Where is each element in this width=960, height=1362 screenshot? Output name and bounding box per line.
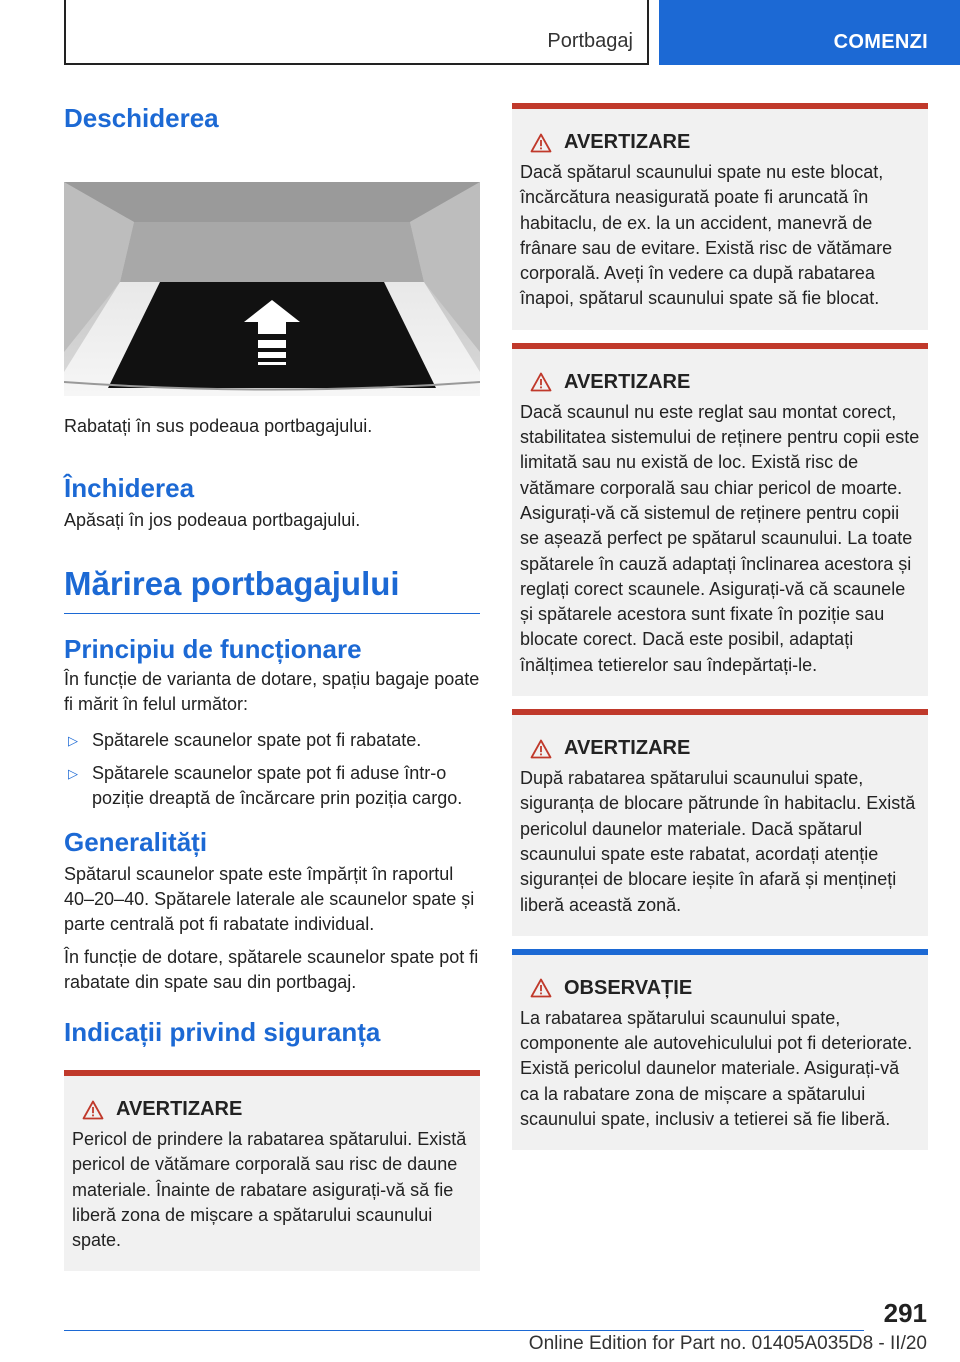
page-number: 291 [883,1298,927,1328]
footer-divider [64,1330,864,1331]
warning-title [520,131,920,154]
warning-box [512,343,928,696]
text-close: Apăsați în jos podeaua portbagajului. [64,510,361,530]
heading-principle: Principiu de funcționare [64,634,362,664]
warning-box [64,1070,480,1271]
caption-open: Rabatați în sus podeaua portbagajului. [64,416,373,436]
warning-title-text: AVERTIZARE [116,1098,243,1120]
heading-close: Închiderea [64,473,195,503]
warning-text: Dacă spătarul scaunului spate nu este blocat, încărcătura neasigurată poate fi aruncată în habitaclu, de ex. la un accident, manevră de frânare sau de evitare. Există risc de vătămare corporală. Aveți în vedere ca după rabatarea înapoi, spătarul scaunului spate să fie blocat. [520,162,893,309]
warning-title [520,737,920,760]
list-item [64,728,480,753]
footer-edition: Online Edition for Part no. 01405A035D8 - II/20 [528,1333,927,1354]
list-item-text: Spătarele scaunelor spate pot fi rabatate. [92,730,422,750]
trunk-floor-image [64,182,480,396]
warning-title [72,1098,472,1121]
list-item [64,761,480,811]
warning-title-text: AVERTIZARE [564,370,691,393]
note-title [520,977,920,1000]
note-box [512,949,928,1150]
warning-triangle-icon [530,372,552,392]
text-general-1: Spătarul scaunelor spate este împărțit în raportul 40–20–40. Spătarele laterale ale scaunelor spate și parte centrală pot fi rabatate individual. [64,864,475,934]
text-principle: În funcție de varianta de dotare, spațiu bagaje poate fi mărit în felul următor: [64,669,480,714]
warning-box [512,103,928,330]
note-text: La rabatarea spătarului scaunului spate, componente ale autovehiculului pot fi deteriorate. Există pericolul daunelor materiale. Asigurați-vă ca la rabatare zona de mișcare a spătarului scaunului spate, inclusiv a tetierei să fie liberă. [520,1007,913,1130]
warning-text: După rabatarea spătarului scaunului spate, siguranța de blocare pătrunde în habitaclu. Există pericolul daunelor materiale. Dacă spătarul scaunului spate este rabatat, acordați atenție siguranței de blocare ieșite în afară și mențineți liberă această zonă. [520,768,916,915]
heading-enlarge-trunk: Mărirea portbagajului [64,565,480,614]
header-chapter-tab [659,0,960,65]
note-title-text: OBSERVAȚIE [564,976,693,999]
warning-box [512,709,928,936]
warning-triangle-icon [530,133,552,153]
header-section-title: Portbagaj [547,30,633,52]
triangle-right-icon: ▷ [68,766,78,781]
warning-triangle-icon [530,739,552,759]
warning-title-text: AVERTIZARE [564,737,691,760]
trunk-floor-illustration [64,182,480,396]
triangle-right-icon: ▷ [68,733,78,748]
warning-triangle-icon [530,978,552,998]
warning-title [520,371,920,394]
warning-title-text: AVERTIZARE [564,131,691,153]
header-section-box [64,0,649,65]
list-item-text: Spătarele scaunelor spate pot fi aduse într-o poziție dreaptă de încărcare prin poziția cargo. [92,763,463,808]
left-column [64,100,480,1271]
heading-open: Deschiderea [64,103,219,133]
heading-safety: Indicații privind siguranța [64,1017,381,1047]
warning-triangle-icon [82,1100,104,1120]
text-general-2: În funcție de dotare, spătarele scaunelor spate pot fi rabatate din spate sau din portbagaj. [64,947,479,992]
bullet-list [64,728,480,811]
warning-text: Pericol de prindere la rabatarea spătarului. Există pericol de vătămare corporală sau risc de daune materiale. Înainte de rabatare asigurați-vă să fie liberă zona de mișcare a spătarului scaunului spate. [72,1129,467,1251]
heading-general: Generalități [64,827,208,857]
right-column [512,103,928,1150]
header-chapter-label: COMENZI [833,31,928,53]
warning-text: Dacă scaunul nu este reglat sau montat corect, stabilitatea sistemului de reținere pentru copii este limitată sau nu există de loc. Există risc de vătămare corporală sau chiar pericol de moarte. Asigurați-vă că sistemul de reținere pentru copii se așează perfect pe spătarul scaunului. La toate spătarele în cauză adaptați înclinarea acestora și reglați corect scaunele. Asigurați-vă că scaunele și spătarele acestora sunt fixate în poziție sau blocate corect. Dacă este posibil, adaptați înălțimea tetierelor sau îndepărtați-le. [520,401,920,675]
